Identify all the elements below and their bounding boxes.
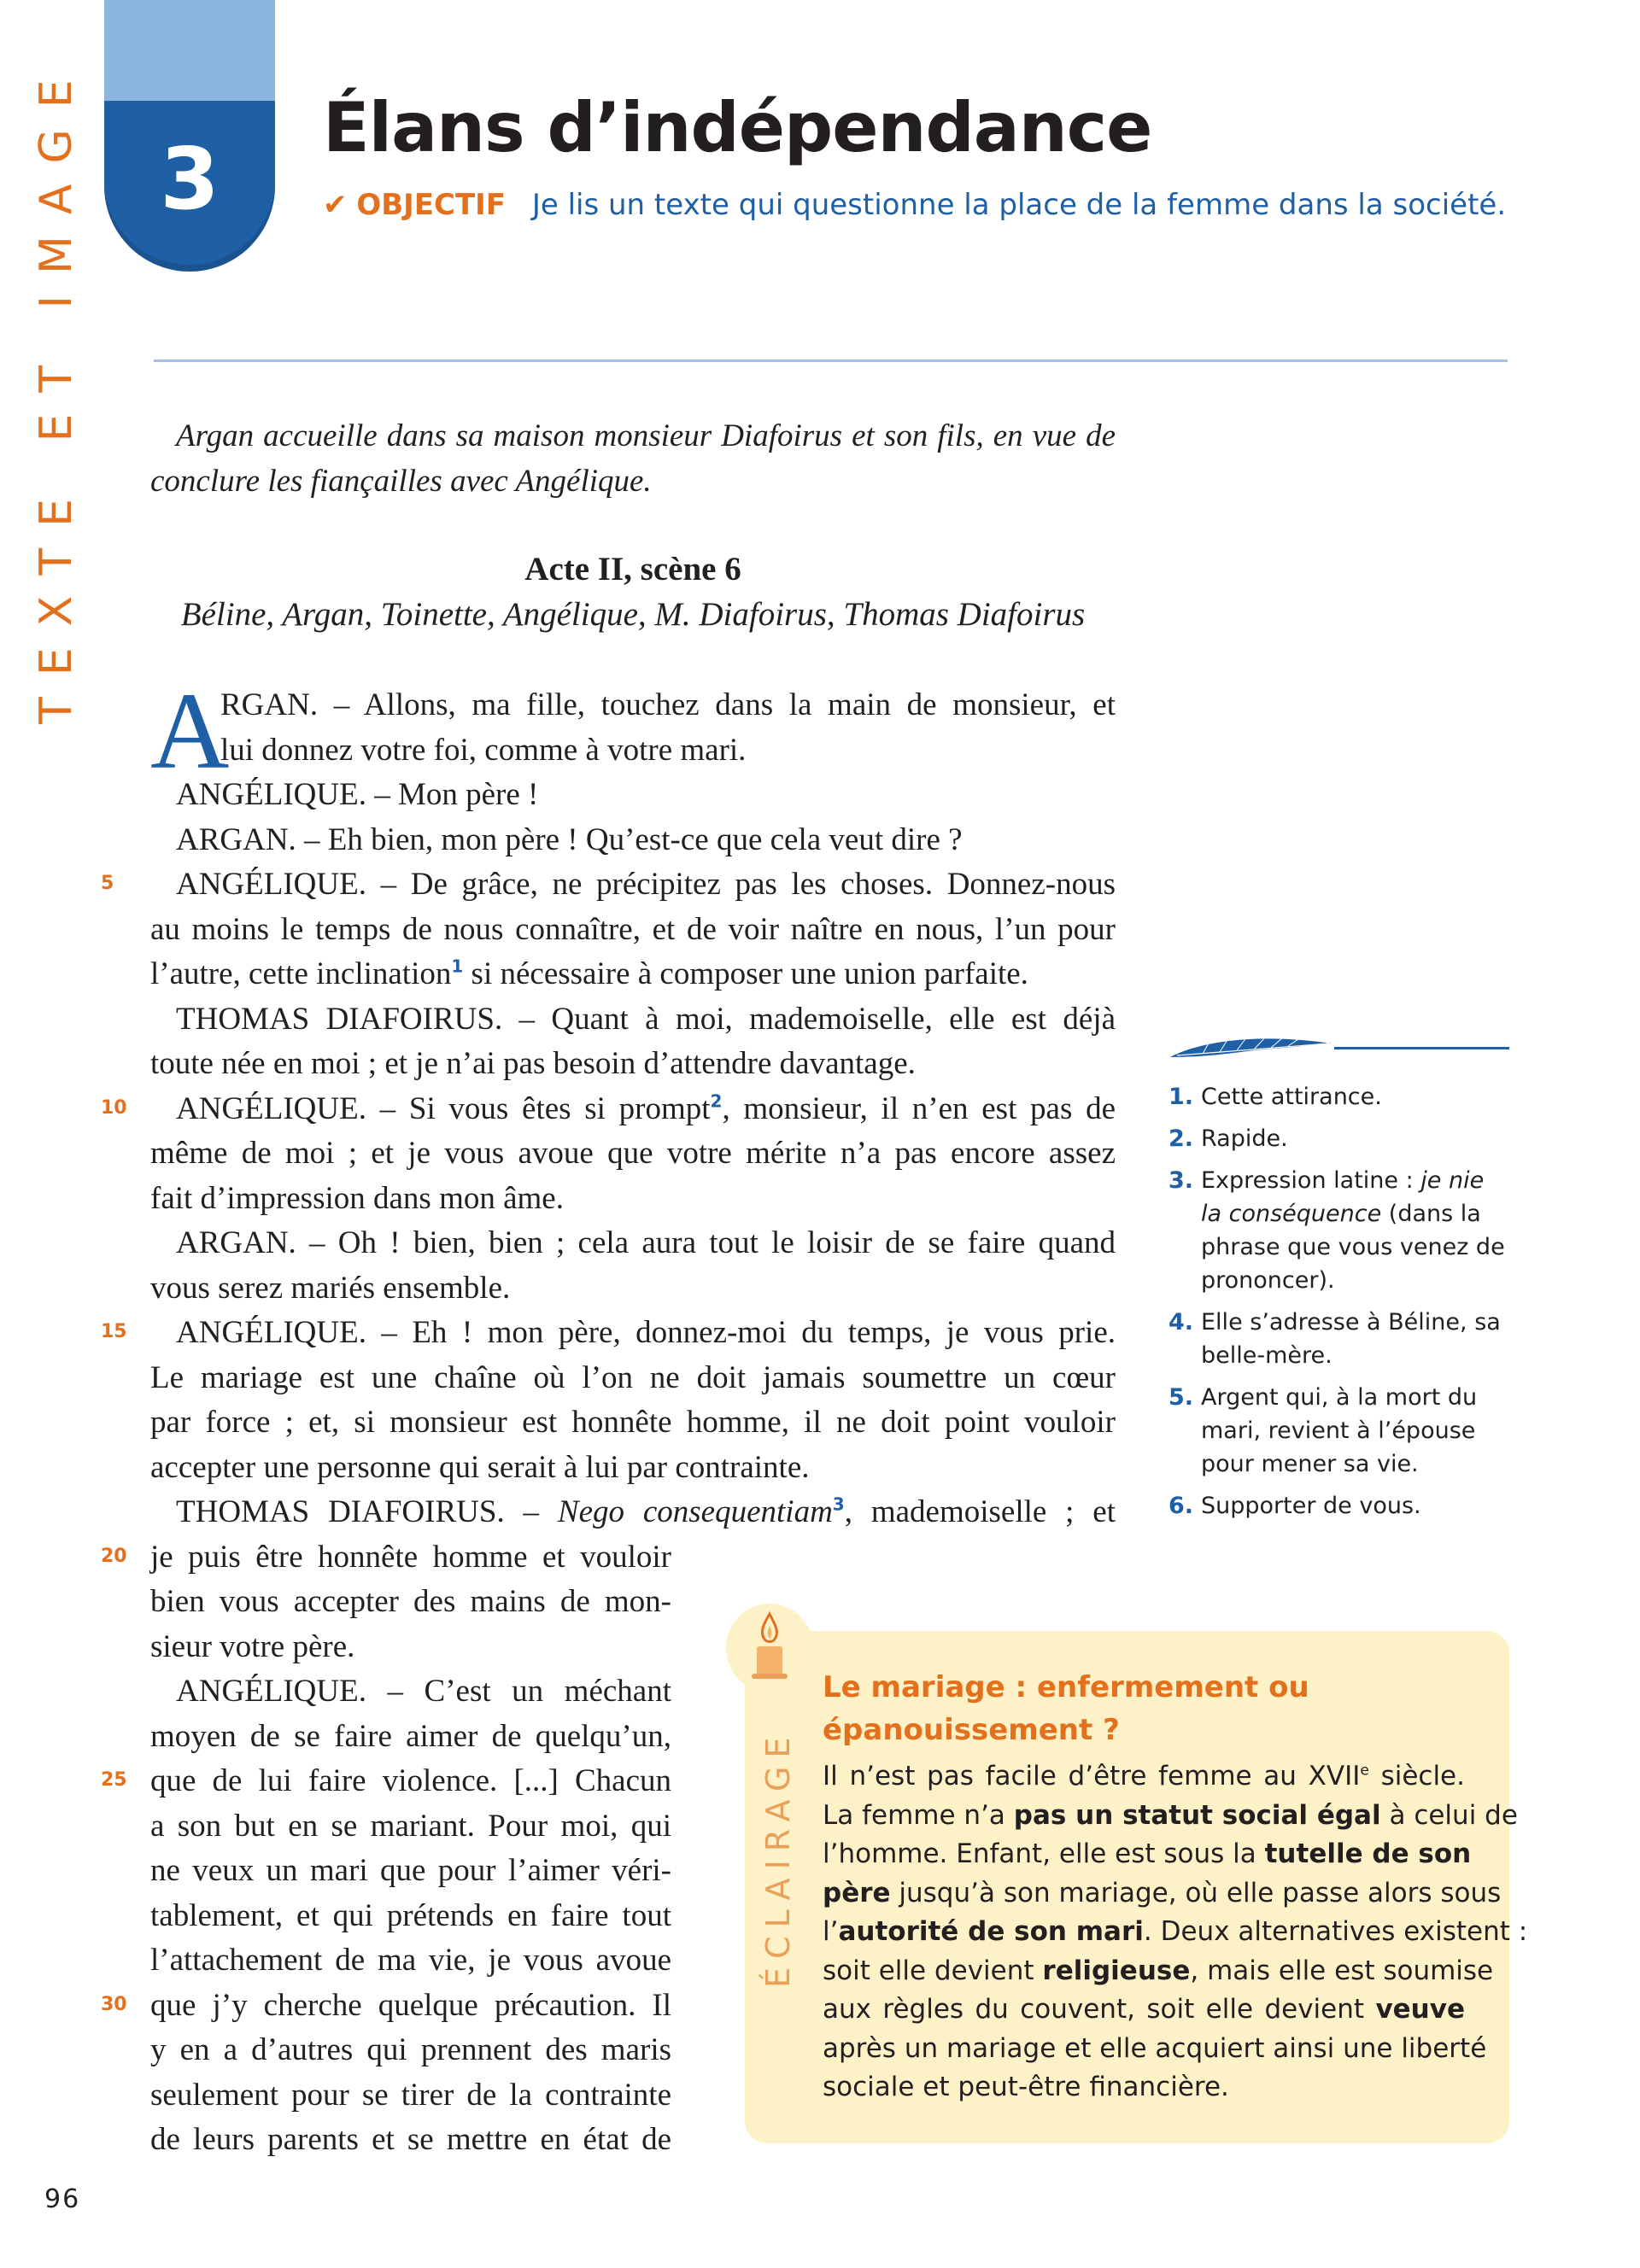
intro-text: Argan accueille dans sa maison monsieur Diafoirus et son fils, en vue de conclure les fiançailles avec Angélique. — [150, 418, 1116, 499]
line-number: 20 — [101, 1546, 127, 1567]
play-text — [150, 683, 1116, 1535]
candle-icon-badge — [726, 1604, 813, 1692]
eclairage-line: après un mariage et elle acquiert ainsi une liberté — [823, 2032, 1487, 2064]
text-line: sieur votre père. — [150, 1628, 355, 1664]
eclairage-line: soit elle devient religieuse, mais elle est soumise — [823, 1955, 1494, 1986]
note-ref: 3 — [832, 1493, 845, 1515]
text-line: que j’y cherche quelque précaution. Il — [150, 1987, 671, 2023]
text-line: THOMAS DIAFOIRUS. – Quant à moi, mademoiselle, elle est déjà — [176, 1001, 1116, 1037]
line-number: 25 — [101, 1769, 127, 1791]
line-number: 30 — [101, 1994, 127, 2015]
page-number: 96 — [44, 2184, 81, 2214]
footnotes-divider — [1334, 1047, 1509, 1049]
text-line: l’attachement de ma vie, je vous avoue — [150, 1943, 671, 1978]
note-ref: 2 — [710, 1090, 723, 1112]
text-line: tablement, et qui prétends en faire tout — [150, 1897, 671, 1933]
eclairage-line: aux règles du couvent, soit elle devient veuve — [823, 1994, 1465, 2025]
footnote: 6. Supporter de vous. — [1168, 1493, 1421, 1519]
text-line: au moins le temps de nous connaître, et de voir naître en nous, l’un pour — [150, 911, 1116, 947]
footnote: 2. Rapide. — [1168, 1125, 1288, 1152]
text-line: ARGAN. – Eh bien, mon père ! Qu’est-ce que cela veut dire ? — [176, 821, 963, 857]
header-divider — [154, 359, 1508, 362]
footnotes — [1168, 1080, 1510, 1531]
text-line: ANGÉLIQUE. – Eh ! mon père, donnez-moi du temps, je vous prie. — [176, 1315, 1116, 1350]
text-line: RGAN. – Allons, ma fille, touchez dans la main de monsieur, et — [220, 687, 1116, 722]
text-line: toute née en moi ; et je n’ai pas besoin d’attendre davantage. — [150, 1046, 916, 1081]
objective-text: Je lis un texte qui questionne la place de la femme dans la société. — [531, 188, 1507, 222]
eclairage-line: sociale et peut-être financière. — [823, 2072, 1229, 2102]
page-title: Élans d’indépendance — [323, 88, 1152, 167]
eclairage-label: ÉCLAIRAGE — [759, 1728, 797, 1988]
text-line: fait d’impression dans mon âme. — [150, 1180, 564, 1216]
text-line: même de moi ; et je vous avoue que votre mérite n’a pas encore assez — [150, 1136, 1116, 1171]
eclairage-body — [823, 1757, 1528, 2107]
side-section-label: TEXTE ET IMAGE — [31, 58, 82, 724]
footnote: 5. Argent qui, à la mort du mari, revient à l’épouse pour mener sa vie. — [1168, 1384, 1478, 1477]
eclairage-line: Il n’est pas facile d’être femme au XVIIe siècle. — [823, 1761, 1465, 1792]
footnote: 1. Cette attirance. — [1168, 1084, 1382, 1110]
scene-characters: Béline, Argan, Toinette, Angélique, M. Diafoirus, Thomas Diafoirus — [180, 596, 1086, 633]
line-number: 10 — [101, 1097, 127, 1119]
eclairage-line: La femme n’a pas un statut social égal à celui de — [823, 1799, 1518, 1831]
quill-icon — [1168, 1032, 1335, 1066]
text-line: vous serez mariés ensemble. — [150, 1270, 511, 1306]
text-line: ANGÉLIQUE. – Mon père ! — [176, 777, 539, 812]
text-line: je puis être honnête homme et vouloir — [150, 1539, 671, 1575]
text-line: ANGÉLIQUE. – C’est un méchant — [176, 1674, 671, 1709]
text-line: l’autre, cette inclination$^1$ si nécessaire à composer une union parfaite. — [150, 956, 1028, 991]
text-line: ARGAN. – Oh ! bien, bien ; cela aura tout le loisir de se faire quand — [176, 1225, 1116, 1260]
text-line: moyen de se faire aimer de quelqu’un, — [150, 1718, 671, 1754]
text-line: ANGÉLIQUE. – Si vous êtes si prompt$^2$, monsieur, il n’en est pas de — [176, 1090, 1116, 1126]
candle-icon — [726, 1604, 813, 1692]
text-line: seulement pour se tirer de la contrainte — [150, 2077, 671, 2113]
scene-title: Acte II, scène 6 — [524, 551, 741, 587]
note-ref: 1 — [451, 956, 464, 977]
text-line: accepter une personne qui serait à lui par contrainte. — [150, 1449, 810, 1485]
text-line: ne veux un mari que pour l’aimer véri- — [150, 1853, 671, 1888]
text-line: a son but en se mariant. Pour moi, qui — [150, 1808, 671, 1844]
chapter-number: 3 — [160, 129, 220, 229]
text-line: ANGÉLIQUE. – De grâce, ne précipitez pas les choses. Donnez-nous — [176, 867, 1116, 902]
text-line: bien vous accepter des mains de mon- — [150, 1584, 671, 1619]
eclairage-line: l’autorité de son mari. Deux alternatives existent : — [823, 1916, 1528, 1947]
line-number: 5 — [101, 873, 114, 894]
eclairage-line: père jusqu’à son mariage, où elle passe alors sous — [823, 1877, 1502, 1909]
checkmark-icon: ✔ — [323, 188, 348, 222]
text-line: THOMAS DIAFOIRUS. – Nego consequentiam$^3$, mademoiselle ; et — [176, 1493, 1116, 1529]
text-line: Le mariage est une chaîne où l’on ne doit jamais soumettre un cœur — [150, 1359, 1116, 1395]
text-line: lui donnez votre foi, comme à votre mari. — [220, 732, 747, 768]
line-number: 15 — [101, 1321, 127, 1342]
drop-cap: A — [150, 670, 230, 792]
text-line: que de lui faire violence. [...] Chacun — [150, 1763, 671, 1798]
text-line: par force ; et, si monsieur est honnête homme, il ne doit point vouloir — [150, 1405, 1116, 1440]
objective-label: OBJECTIF — [356, 188, 507, 222]
objective — [323, 184, 1506, 226]
eclairage-line: l’homme. Enfant, elle est sous la tutelle de son — [823, 1838, 1472, 1869]
footnote: 4. Elle s’adresse à Béline, sa belle-mère. — [1168, 1309, 1501, 1369]
play-text-narrow — [150, 1535, 671, 2163]
text-line: de leurs parents et se mettre en état de — [150, 2122, 671, 2157]
footnote: 3. Expression latine : je nie la conséquence (dans la phrase que vous venez de prononcer). — [1168, 1167, 1505, 1294]
text-line: y en a d’autres qui prennent des maris — [150, 2032, 671, 2067]
eclairage-title: Le mariage : enfermement ou épanouissement ? — [823, 1670, 1309, 1747]
